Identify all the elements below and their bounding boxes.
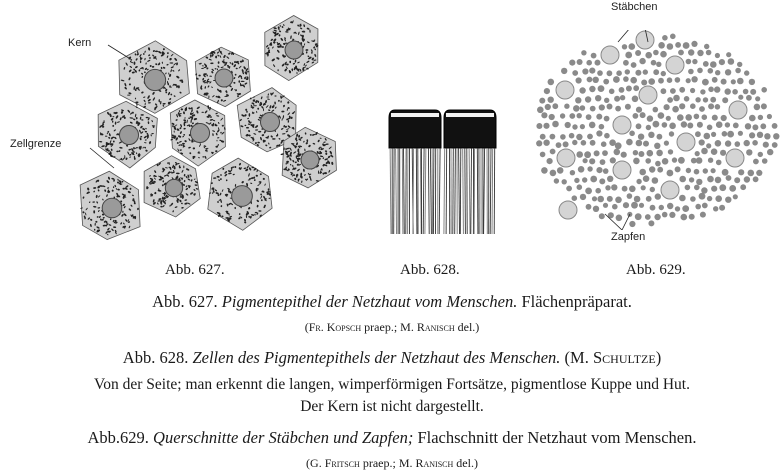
credit-627-preparer: Fr. Kopsch [308,320,362,334]
credit-627-artist: M. Ranisch [400,320,455,334]
figure-627-pigment-epithelium-cells [70,8,350,253]
pigment-cell-side [389,110,441,234]
figure-628-number: Abb. 628. [400,262,460,278]
epithelial-cell [80,171,140,239]
caption-627-rest: Flächenpräparat. [521,292,632,311]
caption-627-number: Abb. 627. [152,292,218,311]
figure-628-pigment-cells-side-view [385,108,500,236]
nucleus [285,41,303,59]
rod-sections [536,34,779,228]
caption-629-number: Abb.629. [87,428,149,447]
nucleus [144,69,165,90]
epithelial-cell [119,41,189,114]
caption-627 [0,292,784,312]
label-kern: Kern [68,37,92,49]
figure-629-rods-cones-cross-section [530,30,780,230]
credit-629-artist: M. Ranisch [398,456,454,470]
caption-629 [0,428,784,448]
caption-628-author: M. Schultze [570,348,656,367]
nucleus [260,112,279,131]
epithelial-cell [144,156,200,217]
nucleus [102,198,122,218]
caption-629-title: Querschnitte der Stäbchen und Zapfen; [153,428,414,447]
epithelial-cell [98,101,157,168]
label-zapfen: Zapfen [611,231,646,243]
nucleus [232,186,253,207]
caption-628-number: Abb. 628. [122,348,189,367]
credit-627: (Fr. Kopsch praep.; M. Ranisch del.) [304,320,480,334]
epithelial-cell [208,158,272,230]
nucleus [215,69,233,87]
figure-629-number: Abb. 629. [626,262,686,278]
credit-629-preparer: G. Fritsch [310,456,360,470]
pigment-cell-side [444,110,496,234]
credit-627-del: del. [454,320,476,334]
credit-627-praep: praep.; [361,320,401,334]
caption-628-line2: Von der Seite; man erkennt die langen, wimperförmigen Fortsätze, pigmentlose Kuppe und Hut. [94,376,690,393]
caption-628-line3: Der Kern ist nicht dargestellt. [300,398,484,415]
caption-627-title: Pigmentepithel der Netzhaut vom Menschen. [221,292,518,311]
epithelial-cell [265,15,319,80]
kern-pointer-line [108,45,132,60]
nucleus [165,179,182,196]
credit-629-del: del. [453,456,474,470]
nucleus [301,151,319,169]
nucleus [119,125,138,144]
credit-629-praep: praep.; [359,456,399,470]
zapfen-pointer-line [622,214,630,230]
label-zellgrenze: Zellgrenze [10,138,62,150]
caption-629-rest: Flachschnitt der Netzhaut vom Menschen. [417,428,697,447]
figure-627-number: Abb. 627. [165,262,225,278]
nucleus [190,123,209,142]
caption-628: Abb. 628. Zellen des Pigmentepithels der Netzhaut des Menschen. (M. Schultze) [122,348,662,367]
label-staebchen: Stäbchen [611,1,658,13]
epithelial-cell [170,100,226,166]
credit-629: (G. Fritsch praep.; M. Ranisch del.) [306,456,478,470]
caption-628-title: Zellen des Pigmentepithels der Netzhaut des Menschen. [192,348,561,367]
epithelial-cell [195,47,250,106]
